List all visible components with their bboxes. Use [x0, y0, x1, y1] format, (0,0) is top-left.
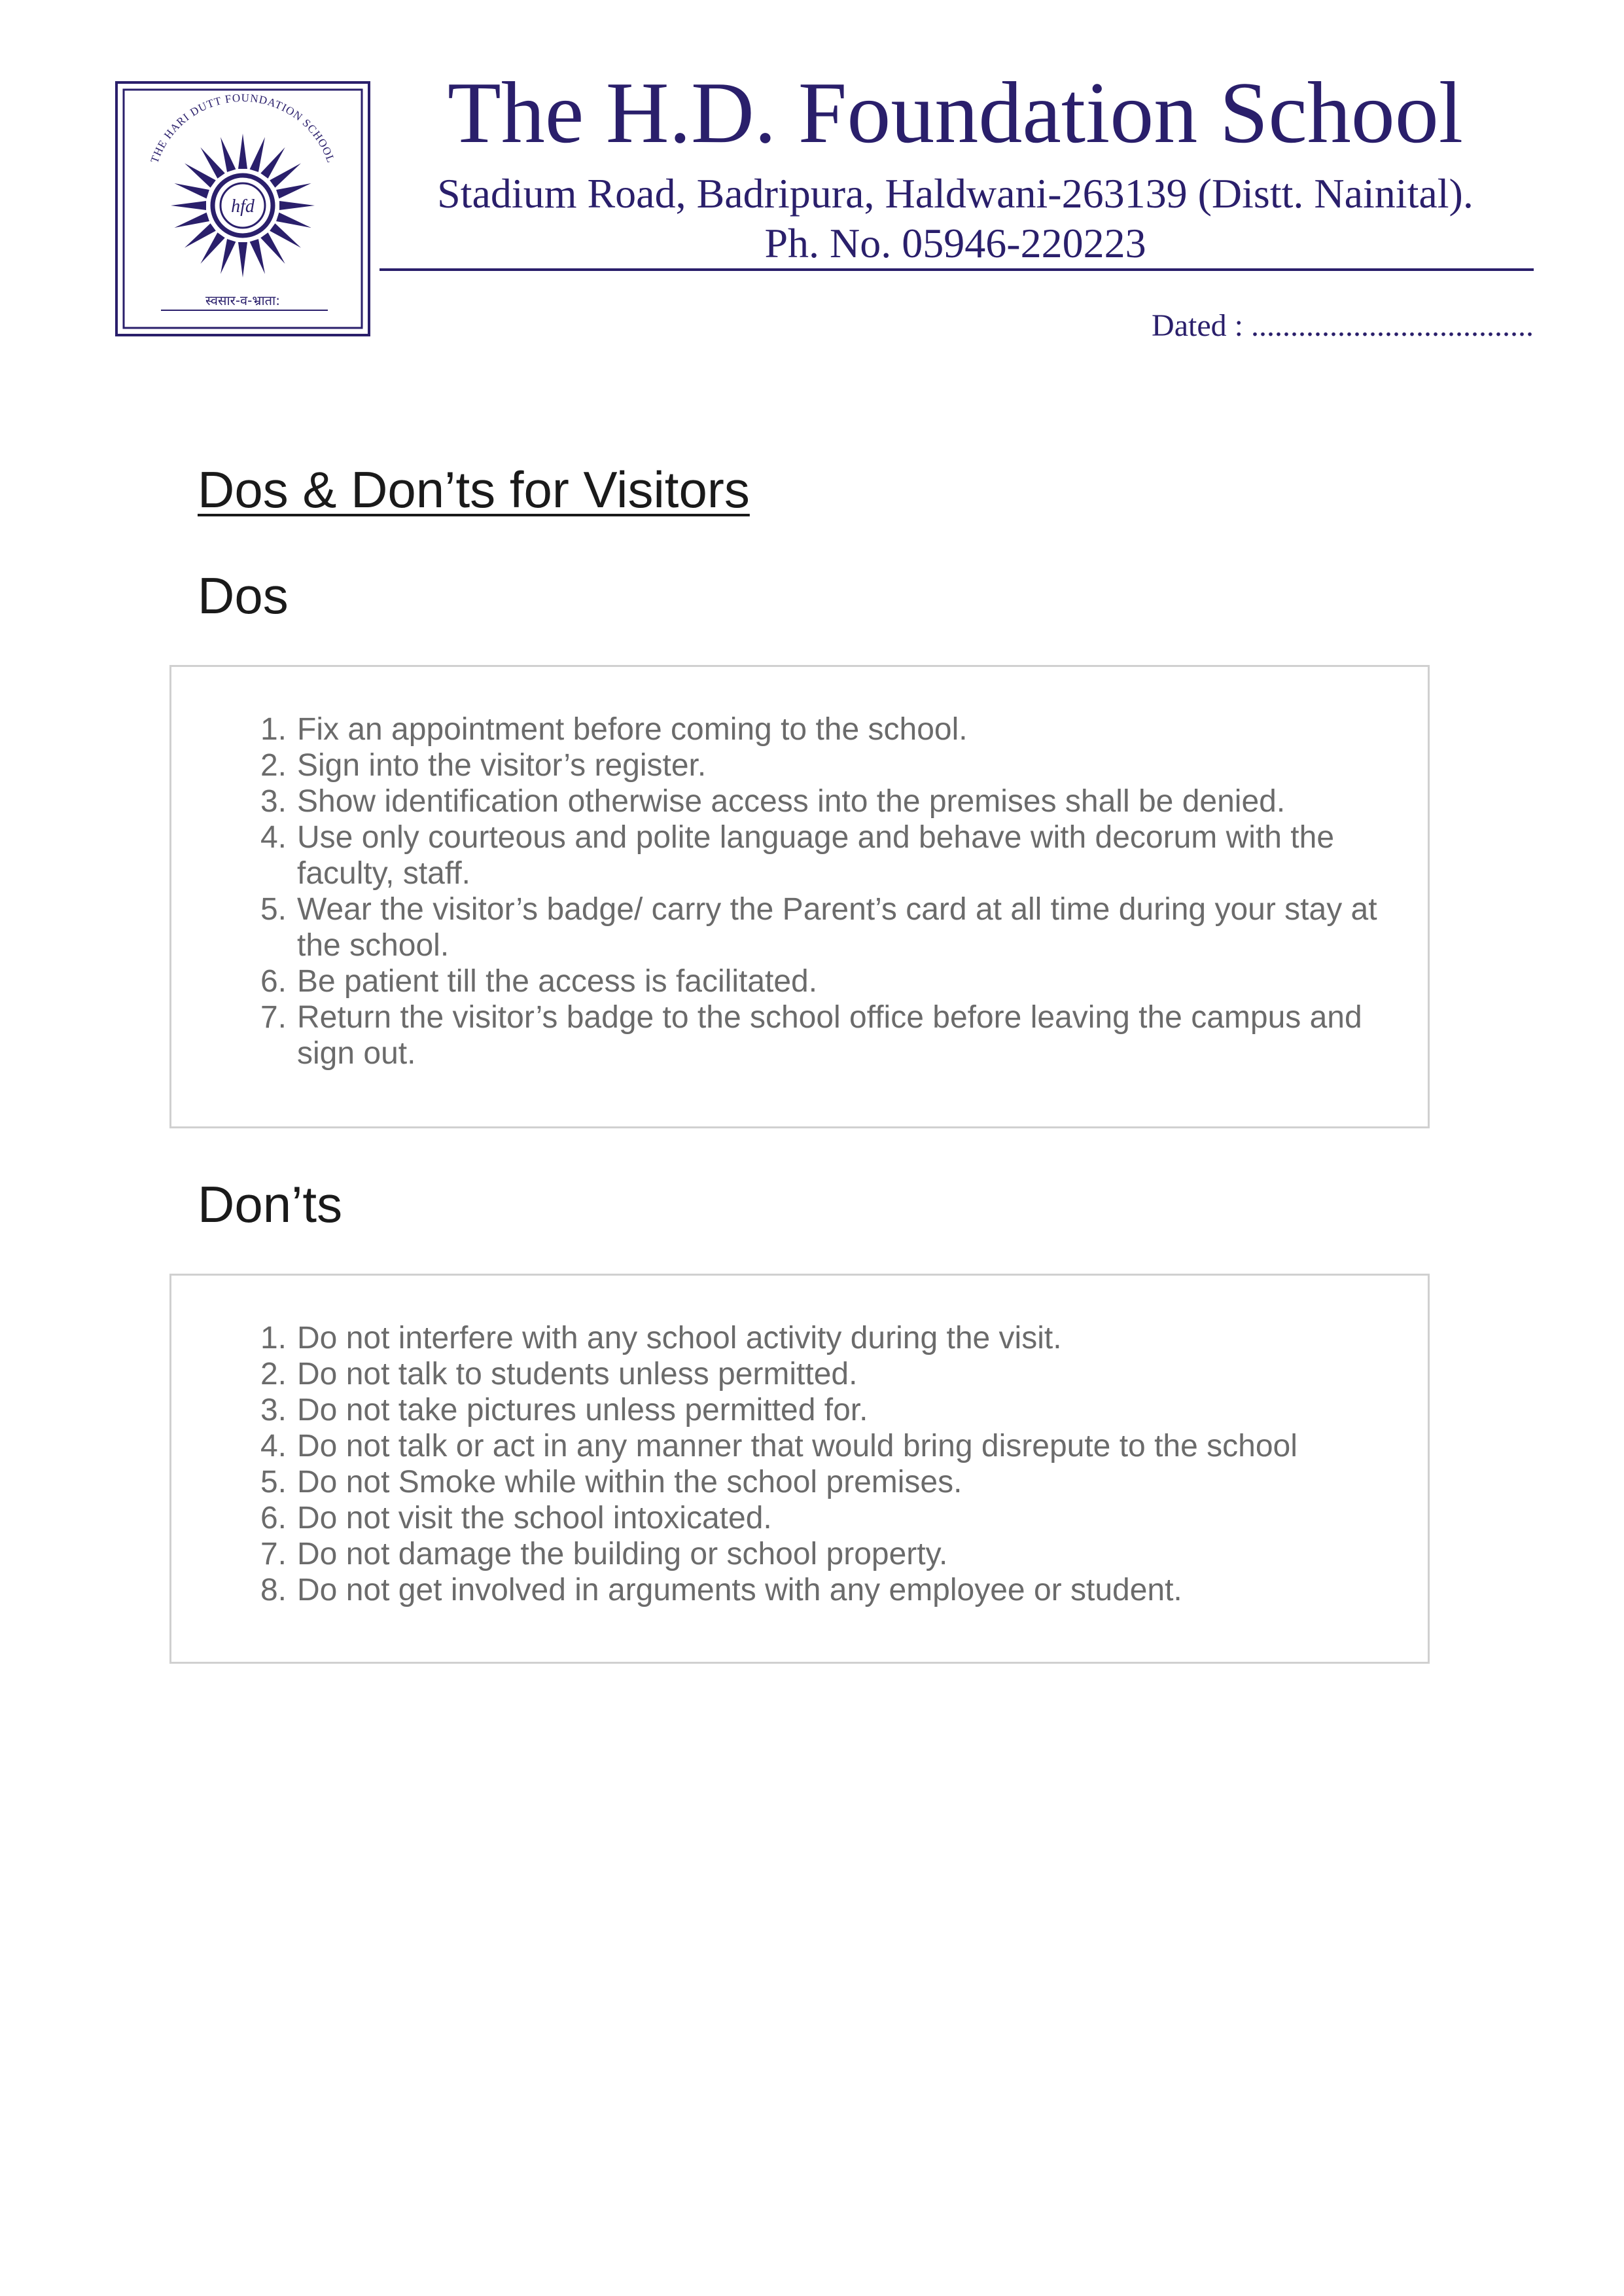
list-item [247, 1500, 1424, 1536]
list-item [247, 999, 1424, 1071]
list-item-number: 4. [260, 820, 287, 855]
list-item-text: Show identification otherwise access into the premises shall be denied. [297, 784, 1286, 819]
list-item [247, 1536, 1424, 1572]
dos-list [247, 711, 1424, 1071]
list-item-number: 5. [260, 892, 287, 927]
dos-box [169, 665, 1430, 1128]
logo-monogram: hfd [231, 196, 255, 217]
dated-field: Dated : .................................... [1152, 308, 1534, 343]
logo-ring-text: THE HARI DUTT FOUNDATION SCHOOL [148, 91, 338, 165]
list-item-text: Wear the visitor’s badge/ carry the Parent’s card at all time during your stay at the school. [297, 892, 1377, 963]
list-item-number: 1. [260, 1321, 287, 1355]
list-item [247, 1428, 1424, 1464]
list-item-number: 6. [260, 964, 287, 999]
list-item-text: Return the visitor’s badge to the school office before leaving the campus and sign out. [297, 1000, 1362, 1071]
sun-ray [238, 242, 247, 278]
sun-ray [238, 134, 247, 169]
list-item-text: Do not get involved in arguments with any employee or student. [297, 1573, 1182, 1607]
list-item-number: 1. [260, 712, 287, 747]
list-item-text: Do not interfere with any school activity during the visit. [297, 1321, 1062, 1355]
sun-ray [276, 213, 311, 228]
header-divider [380, 268, 1534, 271]
sun-ray [276, 183, 311, 198]
school-phone: Ph. No. 05946-220223 [764, 220, 1146, 266]
list-item-text: Fix an appointment before coming to the school. [297, 712, 968, 747]
sun-ray [250, 137, 265, 172]
sun-ray [279, 201, 315, 210]
list-item-number: 3. [260, 1393, 287, 1427]
list-item-number: 7. [260, 1000, 287, 1035]
list-item [247, 1356, 1424, 1392]
list-item [247, 711, 1424, 747]
sun-ray [221, 137, 236, 172]
logo-motto: स्वसार-व-भ्राता: [205, 293, 280, 308]
sun-ray [200, 147, 224, 179]
list-item [247, 963, 1424, 999]
sun-ray [200, 232, 224, 264]
sun-ray [250, 239, 265, 274]
list-item-number: 6. [260, 1501, 287, 1535]
list-item-number: 8. [260, 1573, 287, 1607]
sun-ray [171, 201, 206, 210]
list-item-text: Do not damage the building or school property. [297, 1537, 948, 1571]
list-item [247, 783, 1424, 819]
list-item-text: Do not talk or act in any manner that would bring disrepute to the school [297, 1429, 1297, 1463]
list-item-number: 7. [260, 1537, 287, 1571]
list-item [247, 819, 1424, 891]
list-item [247, 747, 1424, 783]
list-item-text: Do not talk to students unless permitted. [297, 1357, 858, 1391]
list-item-number: 3. [260, 784, 287, 819]
sun-ray [221, 239, 236, 274]
list-item-text: Do not Smoke while within the school premises. [297, 1465, 962, 1499]
dos-heading: Dos [198, 567, 289, 624]
list-item [247, 1572, 1424, 1608]
list-item-text: Do not take pictures unless permitted for. [297, 1393, 868, 1427]
sun-ray [185, 163, 216, 187]
list-item-text: Use only courteous and polite language and behave with decorum with the faculty, staff. [297, 820, 1335, 891]
donts-list [247, 1320, 1424, 1608]
donts-box [169, 1274, 1430, 1664]
list-item [247, 891, 1424, 963]
sun-ray [260, 147, 285, 179]
school-address: Stadium Road, Badripura, Haldwani-263139 (Distt. Nainital). [437, 170, 1474, 217]
page-title: Dos & Don’ts for Visitors [198, 461, 750, 518]
sun-ray [174, 183, 209, 198]
donts-heading: Don’ts [198, 1175, 343, 1233]
sun-ray [174, 213, 209, 228]
school-name: The H.D. Foundation School [447, 64, 1464, 161]
school-logo [115, 81, 370, 336]
sun-ray [270, 223, 301, 247]
list-item [247, 1392, 1424, 1428]
list-item-text: Do not visit the school intoxicated. [297, 1501, 772, 1535]
list-item-number: 4. [260, 1429, 287, 1463]
list-item-number: 2. [260, 748, 287, 783]
list-item [247, 1464, 1424, 1500]
list-item-number: 2. [260, 1357, 287, 1391]
list-item-number: 5. [260, 1465, 287, 1499]
sun-ray [185, 223, 216, 247]
list-item-text: Be patient till the access is facilitated. [297, 964, 818, 999]
list-item [247, 1320, 1424, 1356]
list-item-text: Sign into the visitor’s register. [297, 748, 707, 783]
sun-ray [270, 163, 301, 187]
sun-ray [260, 232, 285, 264]
